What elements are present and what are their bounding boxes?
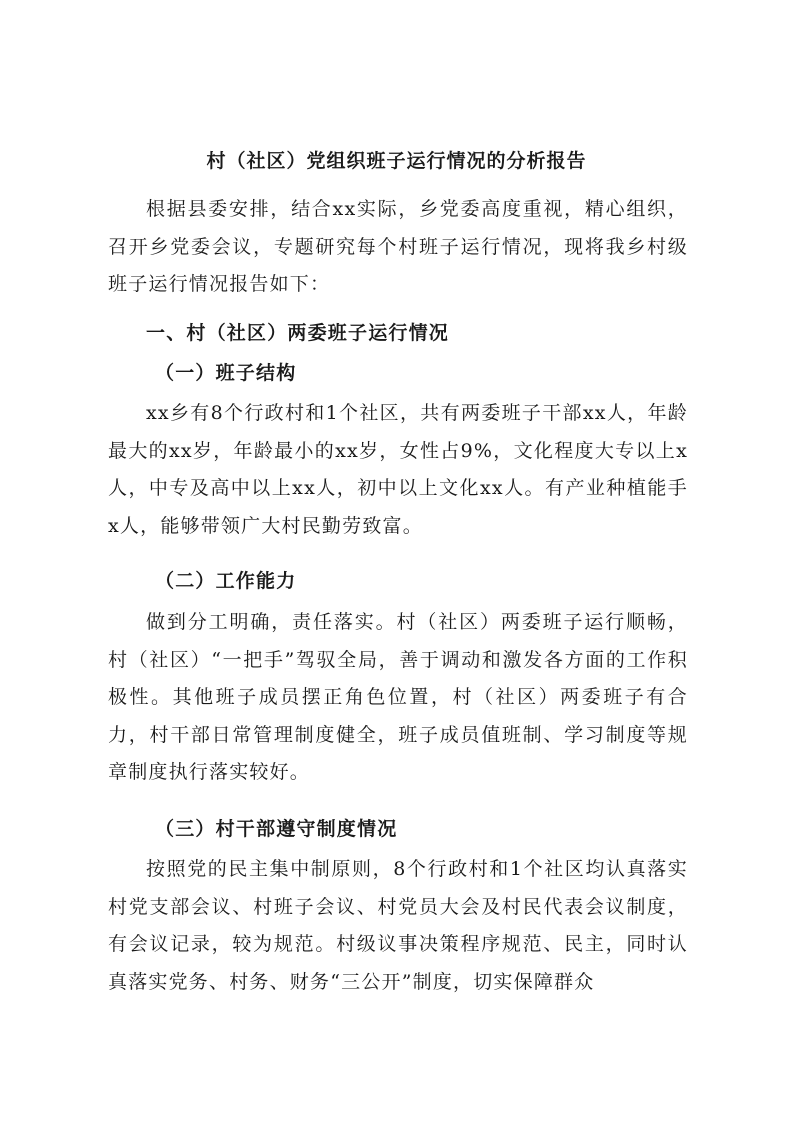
intro-paragraph: 根据县委安排，结合xx实际，乡党委高度重视，精心组织，召开乡党委会议，专题研究每个村班子运行情况，现将我乡村级班子运行情况报告如下： [108, 198, 688, 295]
compliance-paragraph: 按照党的民主集中制原则，8个行政村和1个社区均认真落实村党支部会议、村班子会议、村党员大会及村民代表会议制度，有会议记录，较为规范。村级议事决策程序规范、民主，同时认真落实党务、村务、财务“三公开”制度，切实保障群众 [108, 858, 688, 993]
subsection-heading-compliance: （三）村干部遵守制度情况 [155, 818, 398, 840]
subsection-heading-ability: （二）工作能力 [155, 570, 297, 592]
section-heading: 一、村（社区）两委班子运行情况 [146, 322, 450, 344]
ability-paragraph: 做到分工明确，责任落实。村（社区）两委班子运行顺畅，村（社区）“一把手”驾驭全局，善于调动和激发各方面的工作积极性。其他班子成员摆正角色位置，村（社区）两委班子有合力，村干部日常管理制度健全，班子成员值班制、学习制度等规章制度执行落实较好。 [108, 611, 688, 783]
document-title: 村（社区）党组织班子运行情况的分析报告 [206, 150, 587, 172]
subsection-heading-structure: （一）班子结构 [155, 362, 297, 384]
structure-paragraph: xx乡有8个行政村和1个社区，共有两委班子干部xx人，年龄最大的xx岁，年龄最小的xx岁，女性占9%，文化程度大专以上x人，中专及高中以上xx人，初中以上文化xx人。有产业种植能手x人，能够带领广大村民勤劳致富。 [108, 402, 688, 537]
